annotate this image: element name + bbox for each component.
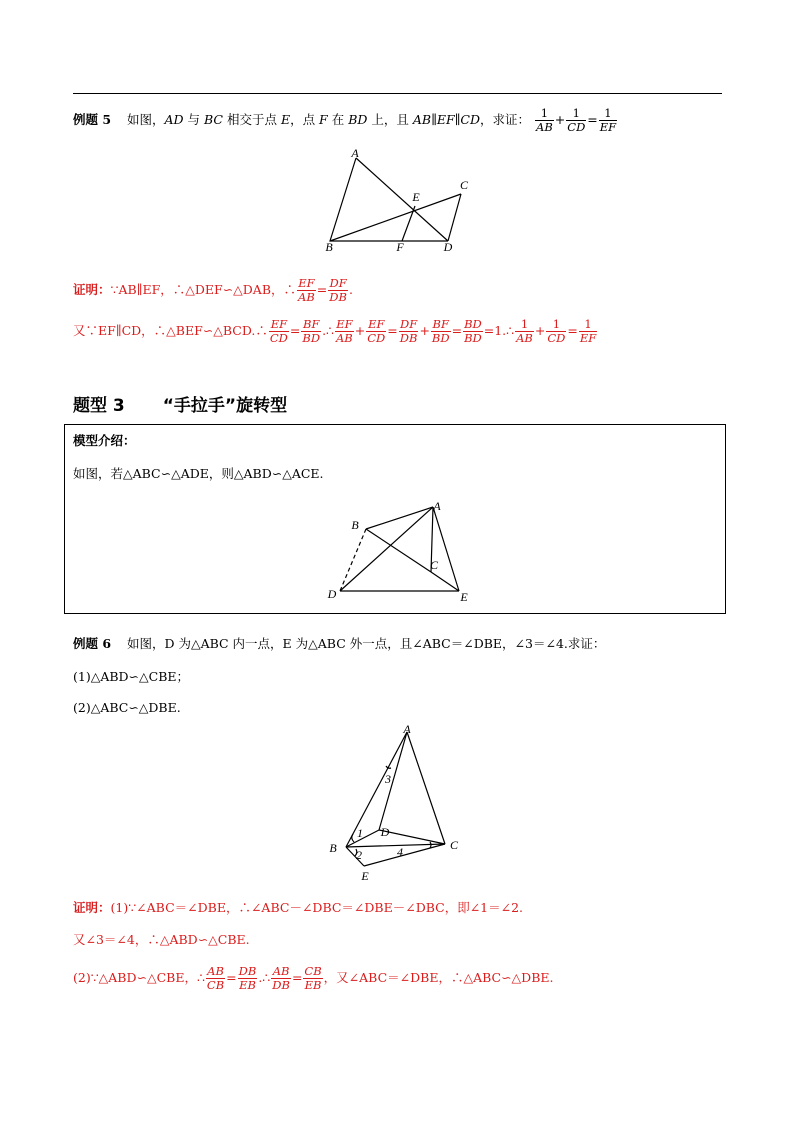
var-BC: BC [204, 112, 223, 127]
proof6-line3: (2)∵△ABD∽△CBE，∴ $\frac{AB}{CB}$ = $\frac{DB}{EB}$ .∴ $\frac{AB}{DB}$ = $\frac{CB}{EB}$ ，又∠ABC＝∠DBE，∴△ABC∽△DBE. [73, 964, 554, 992]
label-B: B [351, 518, 359, 532]
example5-statement [73, 107, 618, 134]
example6-q1: (1)△ABD∽△CBE； [73, 669, 190, 684]
fraction: $\frac{EF}{CD}$ [367, 317, 386, 345]
proof-text: ∵AB∥EF，∴△DEF∽△DAB，∴ [110, 282, 297, 297]
fraction: $\frac{BD}{BD}$ [464, 317, 482, 345]
fraction: $\frac{DF}{DB}$ [329, 276, 347, 304]
figure-model [320, 497, 480, 607]
label-E: E [460, 590, 468, 604]
var-AD: AD [164, 112, 184, 127]
example5-text: 与 [183, 112, 204, 127]
label-A: A [403, 725, 411, 736]
var-BD: BD [348, 112, 368, 127]
fraction: $\frac{EF}{AB}$ [298, 276, 315, 304]
proof5-line2: 又∵EF∥CD，∴△BEF∽△BCD.∴ $\frac{EF}{CD}$ = $\frac{BF}{BD}$ .∴ $\frac{EF}{AB}$ + $\frac{EF}{CD}$ = $\frac{DF}{DB}$ + $\frac{BF}{BD}$ = $\frac{BD}{BD}$ =1.∴ $\frac{1}{AB}$ + $\frac{1}{CD}$ = $\frac{1}{EF}$ [73, 317, 597, 345]
example5-label: 例题 5 [73, 112, 112, 127]
proof-text: 又∵EF∥CD，∴△BEF∽△BCD.∴ [73, 323, 268, 338]
example6-q2: (2)△ABC∽△DBE. [73, 700, 181, 715]
label-A: A [351, 146, 359, 160]
section-title [73, 391, 287, 416]
angle-1-label: 1 [357, 826, 363, 840]
angle-4-label: 4 [397, 845, 403, 859]
example5-text: ，点 [290, 112, 320, 127]
proof5-line1: 证明：∵AB∥EF，∴△DEF∽△DAB，∴ $\frac{EF}{AB}$ = $\frac{DF}{DB}$ . [73, 276, 353, 304]
fraction: $\frac{1}{AB}$ [516, 317, 533, 345]
var-E: E [280, 112, 291, 127]
label-D: D [380, 825, 390, 839]
fraction: $\frac{1}{EF}$ [579, 317, 597, 345]
proof-label: 证明： [73, 900, 111, 915]
proof-text: ，又∠ABC＝∠DBE，∴△ABC∽△DBE. [323, 970, 554, 985]
label-E: E [361, 869, 369, 883]
fraction: $\frac{EF}{CD}$ [269, 317, 288, 345]
angle-2-label: 2 [356, 848, 362, 862]
fraction: $\frac{AB}{DB}$ [272, 964, 290, 992]
proof6-line1 [73, 900, 523, 916]
figure-example5 [318, 145, 478, 257]
example5-text: 在 [327, 112, 349, 127]
label-E: E [412, 190, 420, 204]
goal-fraction-3: $\frac{1}{EF}$ [599, 106, 617, 134]
parallel-relation: AB∥EF∥CD [412, 112, 481, 127]
label-D: D [327, 587, 337, 601]
example5-text: 如图， [126, 112, 165, 127]
fraction: $\frac{AB}{CB}$ [206, 964, 225, 992]
model-heading: 模型介绍： [73, 433, 136, 448]
goal-fraction-2: $\frac{1}{CD}$ [567, 106, 586, 134]
label-C: C [449, 838, 459, 852]
angle-3-label: 3 [385, 772, 391, 786]
model-text: 如图，若△ABC∽△ADE，则△ABD∽△ACE. [73, 466, 324, 481]
equals-sign: = [587, 112, 598, 127]
label-F: F [396, 240, 404, 254]
label-D: D [443, 240, 453, 254]
section-label: 题型 3 [73, 396, 125, 416]
example5-text: 相交于点 [222, 112, 281, 127]
label-B: B [329, 841, 337, 855]
fraction: $\frac{DF}{DB}$ [399, 317, 418, 345]
label-C: C [459, 178, 469, 192]
fraction: $\frac{DB}{EB}$ [238, 964, 257, 992]
example5-text: ，求证： [480, 112, 531, 127]
fraction: $\frac{CB}{EB}$ [304, 964, 322, 992]
figure-example6 [320, 725, 470, 885]
var-F: F [319, 112, 328, 127]
fraction: $\frac{EF}{AB}$ [336, 317, 353, 345]
goal-fraction-1: $\frac{1}{AB}$ [536, 106, 553, 134]
label-B: B [325, 240, 333, 254]
fraction: $\frac{1}{CD}$ [547, 317, 566, 345]
example6-label: 例题 6 [73, 636, 112, 651]
fraction: $\frac{BF}{BD}$ [431, 317, 450, 345]
fraction: $\frac{BF}{BD}$ [302, 317, 321, 345]
example6-text: 如图，D 为△ABC 内一点，E 为△ABC 外一点，且∠ABC＝∠DBE，∠3＝∠4.求证： [126, 636, 606, 651]
example5-text: 上，且 [367, 112, 413, 127]
section-name: “手拉手”旋转型 [162, 396, 288, 416]
proof6-line2: 又∠3＝∠4，∴△ABD∽△CBE. [73, 932, 250, 947]
label-A: A [433, 499, 441, 513]
proof-text: (2)∵△ABD∽△CBE，∴ [73, 970, 205, 985]
proof-text: (1)∵∠ABC＝∠DBE，∴∠ABC－∠DBC＝∠DBE－∠DBC，即∠1＝∠2. [110, 900, 524, 915]
example6-statement [73, 636, 605, 652]
header-rule [73, 93, 722, 94]
label-C: C [429, 558, 439, 572]
proof-label: 证明： [73, 282, 111, 297]
plus-sign: + [554, 112, 566, 127]
